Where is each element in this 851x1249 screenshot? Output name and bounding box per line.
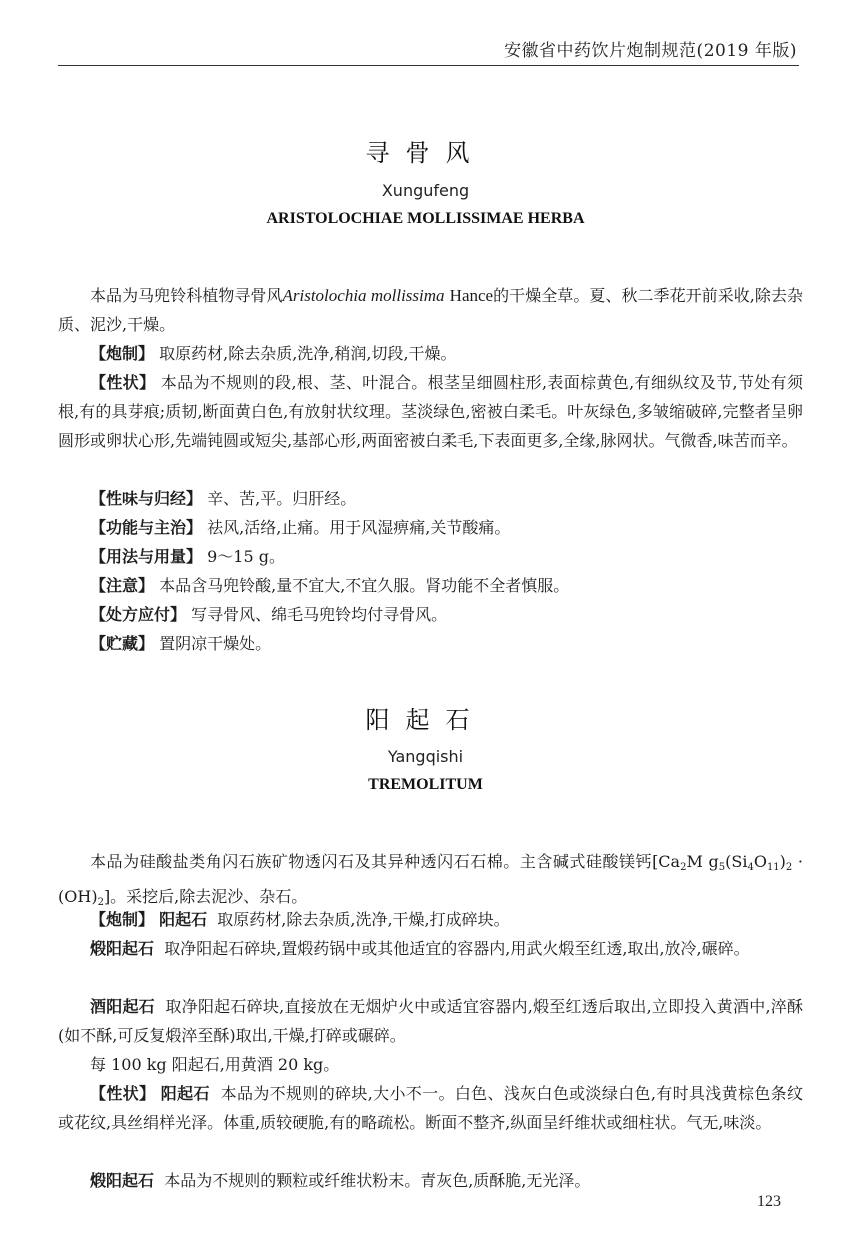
header-rule xyxy=(58,65,799,66)
section-character: 【性状】 阳起石 本品为不规则的碎块,大小不一。白色、浅灰白色或淡绿白色,有时具浅黄棕色条纹或花纹,具丝绢样光泽。体重,质较硬脆,有的略疏松。断面不整齐,纵面呈纤维状或细柱状。气无,味淡。 xyxy=(58,1084,803,1132)
subsection-tag: 阳起石 xyxy=(160,1084,210,1103)
species-author: Hance xyxy=(449,286,494,305)
entry-intro: 本品为硅酸盐类角闪石族矿物透闪石及其异种透闪石石棉。主含碱式硅酸镁钙[$Ca_2M$ $g_5(Si_4O_{11})_2 \cdot (OH)_2$]。采挖后,除去泥沙、杂石。 xyxy=(58,852,803,908)
section-tag: 【炮制】 xyxy=(90,910,155,929)
wine-ratio: 每 100 kg 阳起石,用黄酒 20 kg。 xyxy=(90,1055,340,1074)
species-name: Aristolochia mollissima xyxy=(282,286,445,305)
section-processing: 【炮制】 阳起石 取原药材,除去杂质,洗净,干燥,打成碎块。 xyxy=(90,910,510,929)
section-calcined: 煅阳起石 取净阳起石碎块,置煅药锅中或其他适宜的容器内,用武火煅至红透,取出,放冷,碾碎。 xyxy=(90,939,750,958)
section-tag: 【性味与归经】 xyxy=(90,489,203,508)
running-header: 安徽省中药饮片炮制规范(2019 年版) xyxy=(504,41,797,61)
section-nature: 【性味与归经】 辛、苦,平。归肝经。 xyxy=(90,489,357,508)
section-caution: 【注意】 本品含马兜铃酸,量不宜大,不宜久服。肾功能不全者慎服。 xyxy=(90,576,570,595)
entry-title: 阳起石 xyxy=(365,706,486,734)
entry-latin-name: TREMOLITUM xyxy=(368,776,483,793)
entry-pinyin: Xungufeng xyxy=(381,181,470,200)
section-function: 【功能与主治】 祛风,活络,止痛。用于风湿痹痛,关节酸痛。 xyxy=(90,518,511,537)
subsection-tag: 阳起石 xyxy=(159,910,208,929)
section-storage: 【贮藏】 置阴凉干燥处。 xyxy=(90,634,272,653)
section-calcined-character: 煅阳起石 本品为不规则的颗粒或纤维状粉末。青灰色,质酥脆,无光泽。 xyxy=(90,1171,591,1190)
entry-intro: 本品为马兜铃科植物寻骨风Aristolochia mollissima Hance的干燥全草。夏、秋二季花开前采收,除去杂质、泥沙,干燥。 xyxy=(58,286,803,334)
section-tag: 【功能与主治】 xyxy=(90,518,203,537)
section-tag: 【性状】 xyxy=(90,373,156,392)
page-number: 123 xyxy=(757,1193,781,1210)
section-processing: 【炮制】 取原药材,除去杂质,洗净,稍润,切段,干燥。 xyxy=(90,344,457,363)
section-tag: 【贮藏】 xyxy=(90,634,155,653)
section-tag: 【用法与用量】 xyxy=(90,547,203,566)
section-prescription: 【处方应付】 写寻骨风、绵毛马兜铃均付寻骨风。 xyxy=(90,605,448,624)
section-tag: 【性状】 xyxy=(90,1084,156,1103)
entry-latin-name: ARISTOLOCHIAE MOLLISSIMAE HERBA xyxy=(266,210,585,227)
subsection-tag: 煅阳起石 xyxy=(90,1171,155,1190)
section-dosage: 【用法与用量】 9～15 g。 xyxy=(90,547,285,566)
section-tag: 【注意】 xyxy=(90,576,155,595)
subsection-tag: 酒阳起石 xyxy=(90,997,155,1016)
entry-title: 寻骨风 xyxy=(365,139,486,167)
entry-pinyin: Yangqishi xyxy=(387,747,464,766)
section-tag: 【处方应付】 xyxy=(90,605,187,624)
section-character: 【性状】 本品为不规则的段,根、茎、叶混合。根茎呈细圆柱形,表面棕黄色,有细纵纹及节,节处有须根,有的具芽痕;质韧,断面黄白色,有放射状纹理。茎淡绿色,密被白柔毛。叶灰绿色,多皱缩破碎,完整者呈卵圆形或卵状心形,先端钝圆或短尖,基部心形,两面密被白柔毛,下表面更多,全缘,脉网状。气微香,味苦而辛。 xyxy=(58,373,803,450)
subsection-tag: 煅阳起石 xyxy=(90,939,155,958)
section-wine: 酒阳起石 取净阳起石碎块,直接放在无烟炉火中或适宜容器内,煅至红透后取出,立即投入黄酒中,淬酥(如不酥,可反复煅淬至酥)取出,干燥,打碎或碾碎。 xyxy=(58,997,803,1045)
section-tag: 【炮制】 xyxy=(90,344,155,363)
